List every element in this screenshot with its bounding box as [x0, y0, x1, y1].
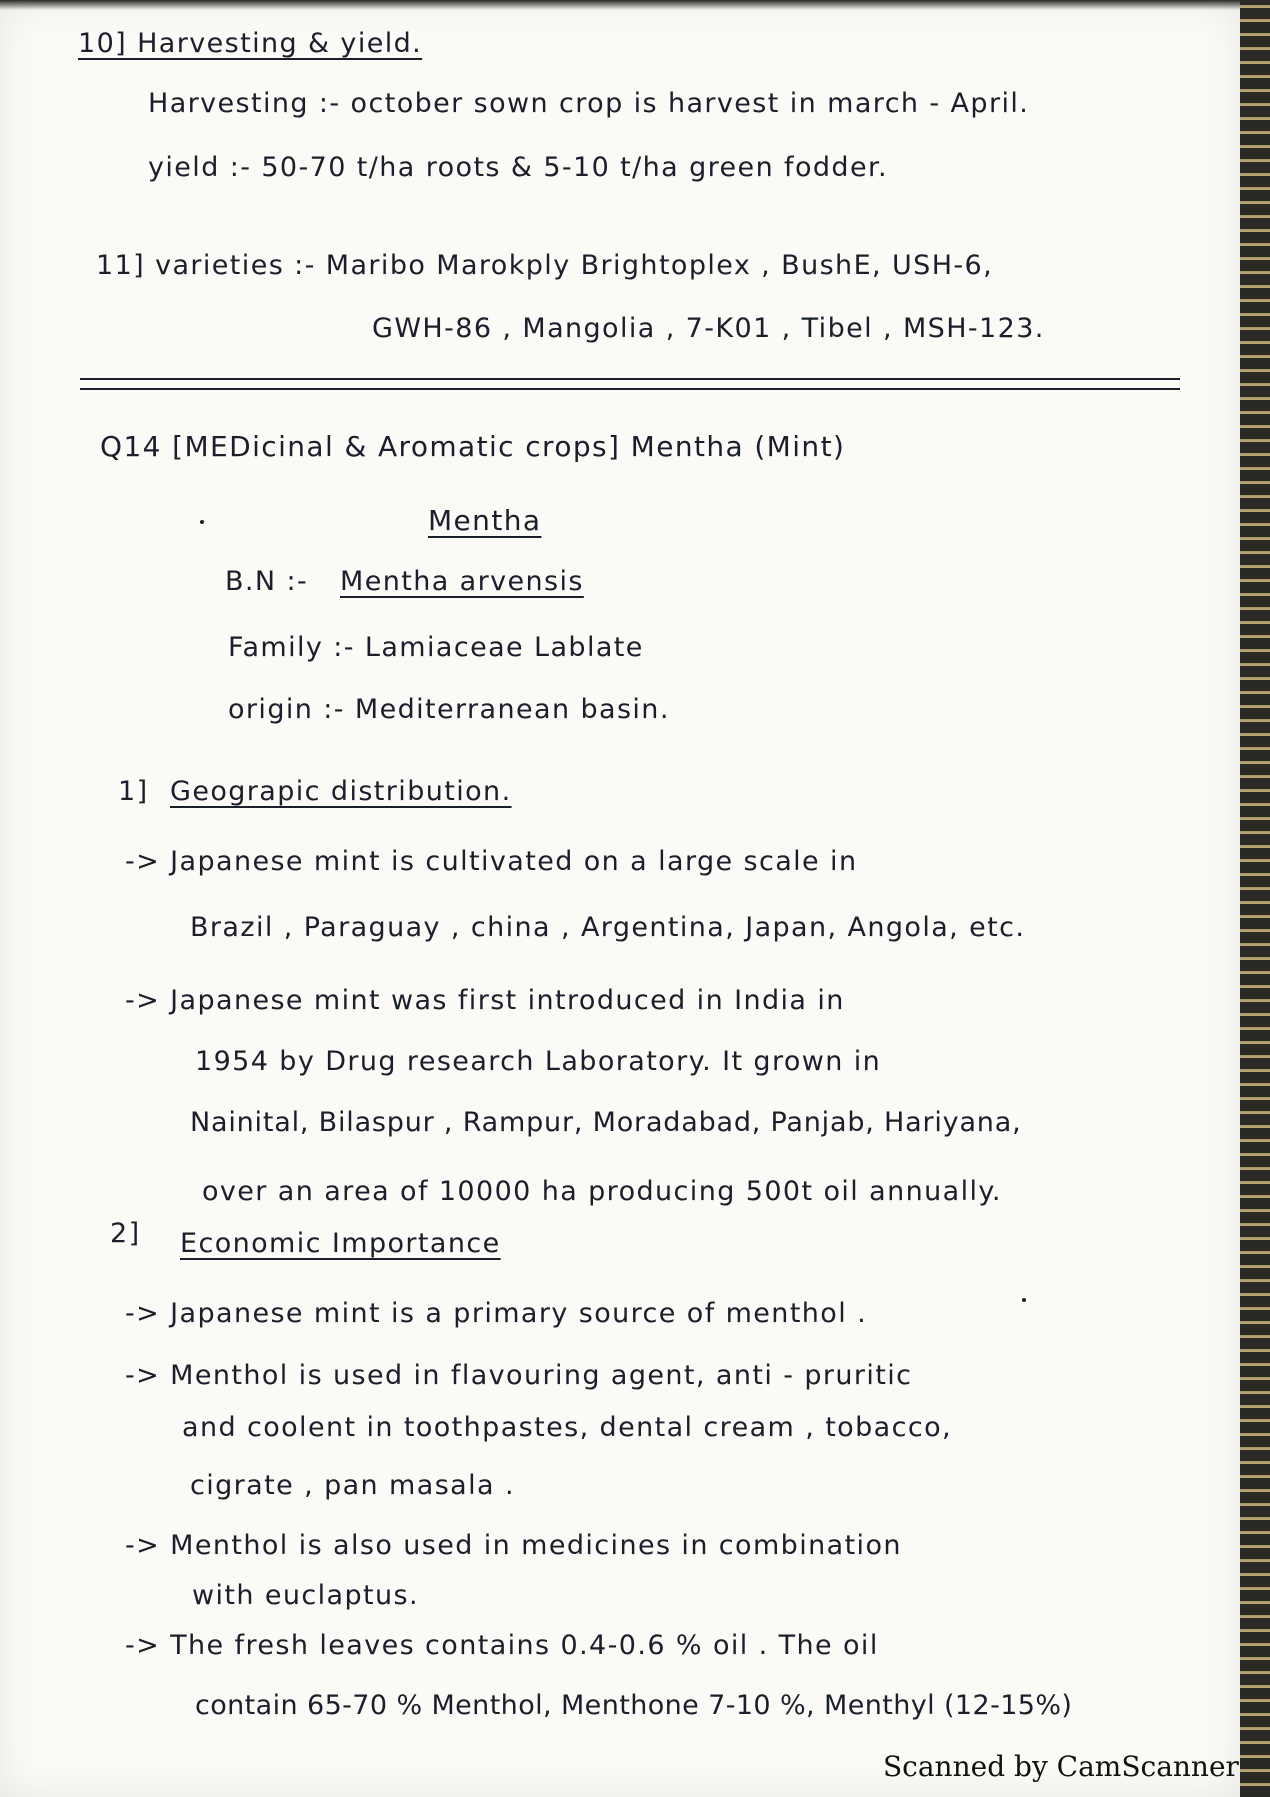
section1-line: -> Japanese mint was first introduced in India in	[125, 985, 845, 1016]
notebook-binding-edge	[1240, 0, 1270, 1797]
harvest-heading: 10] Harvesting & yield.	[78, 28, 423, 59]
section1-line: Nainital, Bilaspur , Rampur, Moradabad, Panjab, Hariyana,	[190, 1107, 1022, 1138]
section2-line: with euclaptus.	[192, 1580, 419, 1611]
divider-line-1	[80, 378, 1180, 380]
mentha-title: Mentha	[428, 504, 542, 537]
section2-number: 2]	[110, 1218, 141, 1249]
section2-line: -> Japanese mint is a primary source of menthol .	[125, 1298, 868, 1329]
section2-line: contain 65-70 % Menthol, Menthone 7-10 %, Menthyl (12-15%)	[195, 1690, 1073, 1721]
harvesting-line: Harvesting :- october sown crop is harvest in march - April.	[148, 88, 1030, 119]
camscanner-watermark: Scanned by CamScanner	[883, 1750, 1239, 1783]
q14-heading: Q14 [MEDicinal & Aromatic crops] Mentha (Mint)	[100, 430, 846, 463]
section2-line: and coolent in toothpastes, dental cream , tobacco,	[182, 1412, 952, 1443]
family-line: Family :- Lamiaceae Lablate	[228, 632, 644, 663]
section2-line: -> Menthol is also used in medicines in combination	[125, 1530, 902, 1561]
section1-line: 1954 by Drug research Laboratory. It grown in	[195, 1046, 882, 1077]
ink-speck	[1022, 1298, 1026, 1302]
section1-line: -> Japanese mint is cultivated on a large scale in	[125, 846, 858, 877]
section1-heading: Geograpic distribution.	[170, 776, 512, 807]
divider-line-2	[80, 388, 1180, 390]
yield-line: yield :- 50-70 t/ha roots & 5-10 t/ha green fodder.	[148, 152, 888, 183]
section2-heading: Economic Importance	[180, 1228, 501, 1259]
section1-number: 1]	[118, 776, 149, 807]
page-top-shadow	[0, 0, 1270, 10]
section2-line: -> The fresh leaves contains 0.4-0.6 % oil . The oil	[125, 1630, 879, 1661]
section2-line: cigrate , pan masala .	[190, 1470, 515, 1501]
ink-speck	[200, 520, 204, 524]
section2-line: -> Menthol is used in flavouring agent, anti - pruritic	[125, 1360, 913, 1391]
varieties-line-2: GWH-86 , Mangolia , 7-K01 , Tibel , MSH-123.	[372, 313, 1045, 344]
botanical-name-value: Mentha arvensis	[340, 566, 584, 597]
section1-line: over an area of 10000 ha producing 500t oil annually.	[202, 1176, 1002, 1207]
origin-line: origin :- Mediterranean basin.	[228, 694, 670, 725]
varieties-line-1: 11] varieties :- Maribo Marokply Brightoplex , BushE, USH-6,	[96, 250, 994, 281]
section1-line: Brazil , Paraguay , china , Argentina, Japan, Angola, etc.	[190, 912, 1026, 943]
botanical-name-label: B.N :-	[225, 566, 309, 597]
